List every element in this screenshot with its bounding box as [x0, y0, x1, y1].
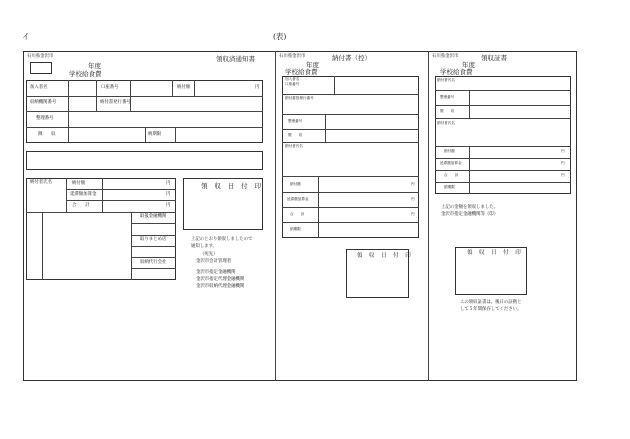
grid-line	[282, 94, 419, 95]
due-date-label: 納期限	[148, 132, 162, 137]
payer-name-label: 納付者氏名	[437, 78, 455, 82]
grid-line	[66, 178, 67, 212]
notice-line: 金沢市指定金融機関等（印）	[441, 212, 499, 217]
grid-line	[96, 96, 97, 111]
grid-line	[66, 189, 176, 190]
grid-line	[435, 146, 571, 147]
doc-title: 領収済通知書	[216, 55, 255, 63]
due-date-label: 納期限	[444, 185, 455, 189]
doc-title: 納付書（控）	[332, 54, 371, 62]
amount-row-unit: 円	[561, 149, 565, 153]
grid-line	[282, 114, 419, 115]
amount-row-label: 合 計	[444, 173, 459, 177]
grid-line	[435, 182, 571, 183]
footer-line: この領収証書は、後日の証拠と	[460, 300, 522, 305]
page-mark: イ	[22, 32, 30, 41]
grid-line	[96, 80, 97, 96]
amount-row-label: 納付額	[444, 149, 455, 153]
grid-line	[469, 90, 470, 118]
amount-row-label: 延滞額加算金	[287, 197, 309, 201]
grid-line	[102, 178, 103, 212]
yen-unit: 円	[255, 85, 260, 90]
admin-no-label: 整理番号	[440, 95, 455, 99]
section-divider-left	[275, 51, 276, 381]
receipt-agency-label: 収納機関番号	[30, 100, 57, 105]
issuer: 石川県金沢市	[27, 54, 54, 59]
grid-line	[435, 118, 571, 119]
grid-line	[282, 222, 419, 223]
grid-line	[282, 142, 419, 143]
grid-line	[318, 176, 319, 238]
grid-line	[26, 111, 263, 112]
notice-line: 上記のとおり領収しましたので	[191, 237, 253, 242]
branch-label: 取りまとめ店	[140, 237, 167, 242]
notice-line: 上記の金額を領収しました。	[441, 205, 499, 210]
fee-label: 学校給食費	[440, 68, 473, 76]
grid-line	[131, 246, 176, 247]
grid-line	[131, 257, 176, 258]
recipient-line: 金沢市指定金融機関	[196, 270, 236, 275]
grid-line	[282, 176, 419, 177]
amount-row-label: 合 計	[290, 212, 305, 216]
grid-line	[435, 170, 571, 171]
grid-line	[172, 80, 173, 96]
amount-row-unit: 円	[561, 173, 565, 177]
grid-line	[194, 80, 195, 96]
grid-line	[282, 129, 419, 130]
notice-line: 通知します。	[191, 244, 217, 249]
admin-no-label: 整理番号	[288, 119, 303, 123]
grid-line	[68, 80, 69, 143]
addressee-label: （宛先）	[200, 252, 218, 257]
stamp-label: 領 収 日 付 印	[201, 182, 264, 190]
grid-line	[435, 158, 571, 159]
amount-row-label: 合 計	[72, 203, 90, 208]
payment-doc-no-label: 納付書発行番号	[100, 100, 131, 105]
grid-line	[131, 268, 176, 269]
fee-label: 学校給食費	[285, 68, 318, 76]
grid-line	[435, 105, 571, 106]
amount-label: 納付額	[177, 85, 191, 90]
year-label: 年度	[88, 62, 101, 70]
admin-no-label: 整理番号	[36, 116, 54, 121]
payment-doc-no-label: 納付書管理行番号	[285, 96, 314, 100]
grid-line	[131, 223, 176, 224]
payer-address-label: 納付者氏名	[285, 144, 303, 148]
grid-line	[282, 207, 419, 208]
stamp-label: 領 収 日 付 印	[467, 250, 524, 256]
grid-line	[130, 80, 131, 96]
year-label: 年度	[306, 61, 319, 69]
grid-line	[435, 90, 571, 91]
due-date-label: 納期限	[290, 227, 301, 231]
amount-row-unit: 円	[561, 161, 565, 165]
category-label: 徴 収	[288, 133, 303, 137]
issuer: 石川県金沢市	[279, 54, 306, 59]
page-side-label: (表)	[273, 32, 287, 41]
grid-line	[175, 127, 176, 143]
payer-address-label: 納付者氏名	[30, 180, 52, 185]
amount-row-label: 納付額	[72, 181, 86, 186]
recipient-line: 金沢市収納代理金融機関	[196, 284, 245, 289]
amount-row-unit: 円	[411, 212, 415, 216]
amount-row-label: 延滞額加算金	[70, 192, 97, 197]
grid-line	[334, 76, 335, 94]
recipient-line: 金沢市指定代理金融機関	[196, 277, 245, 282]
account-no-label: 口座番号	[101, 85, 119, 90]
category-label: 徴 収	[38, 132, 56, 137]
grid-line	[469, 146, 470, 194]
amount-row-unit: 円	[411, 182, 415, 186]
category-label: 徴 収	[440, 109, 455, 113]
footer-line: して５年間保存してください。	[460, 307, 522, 312]
account-no-label: 口座番号	[285, 82, 300, 86]
issuer: 石川県金沢市	[432, 54, 459, 59]
agent-label: 収納代行会社	[140, 260, 167, 265]
amount-row-unit: 円	[166, 181, 171, 186]
grid-line	[282, 192, 419, 193]
grid-line	[66, 200, 176, 201]
doc-title: 領収証書	[481, 54, 507, 62]
grid-line	[26, 212, 176, 213]
amount-row-unit: 円	[411, 197, 415, 201]
amount-row-label: 納付額	[290, 182, 301, 186]
payer-name-label: 加入者名	[30, 85, 48, 90]
fee-label: 学校給食費	[69, 70, 102, 78]
year-label: 年度	[462, 61, 475, 69]
grid-line	[42, 212, 43, 280]
id-box[interactable]	[30, 62, 52, 74]
grid-line	[26, 96, 263, 97]
section-divider-right	[428, 51, 429, 381]
payer-name-label: 加入者名	[285, 77, 300, 81]
grid-line	[145, 127, 146, 143]
payer-address-label: 納付者氏名	[437, 121, 455, 125]
bank-label: 取扱金融機関	[140, 214, 167, 219]
amount-row-label: 延滞額加算金	[440, 161, 462, 165]
grid-line	[131, 235, 176, 236]
recipient-line: 金沢市会計管理者	[196, 259, 232, 264]
address-box[interactable]	[26, 151, 263, 170]
amount-row-unit: 円	[166, 192, 171, 197]
amount-row-unit: 円	[166, 203, 171, 208]
grid-line	[325, 114, 326, 142]
stamp-label: 領 収 日 付 印	[357, 253, 414, 259]
